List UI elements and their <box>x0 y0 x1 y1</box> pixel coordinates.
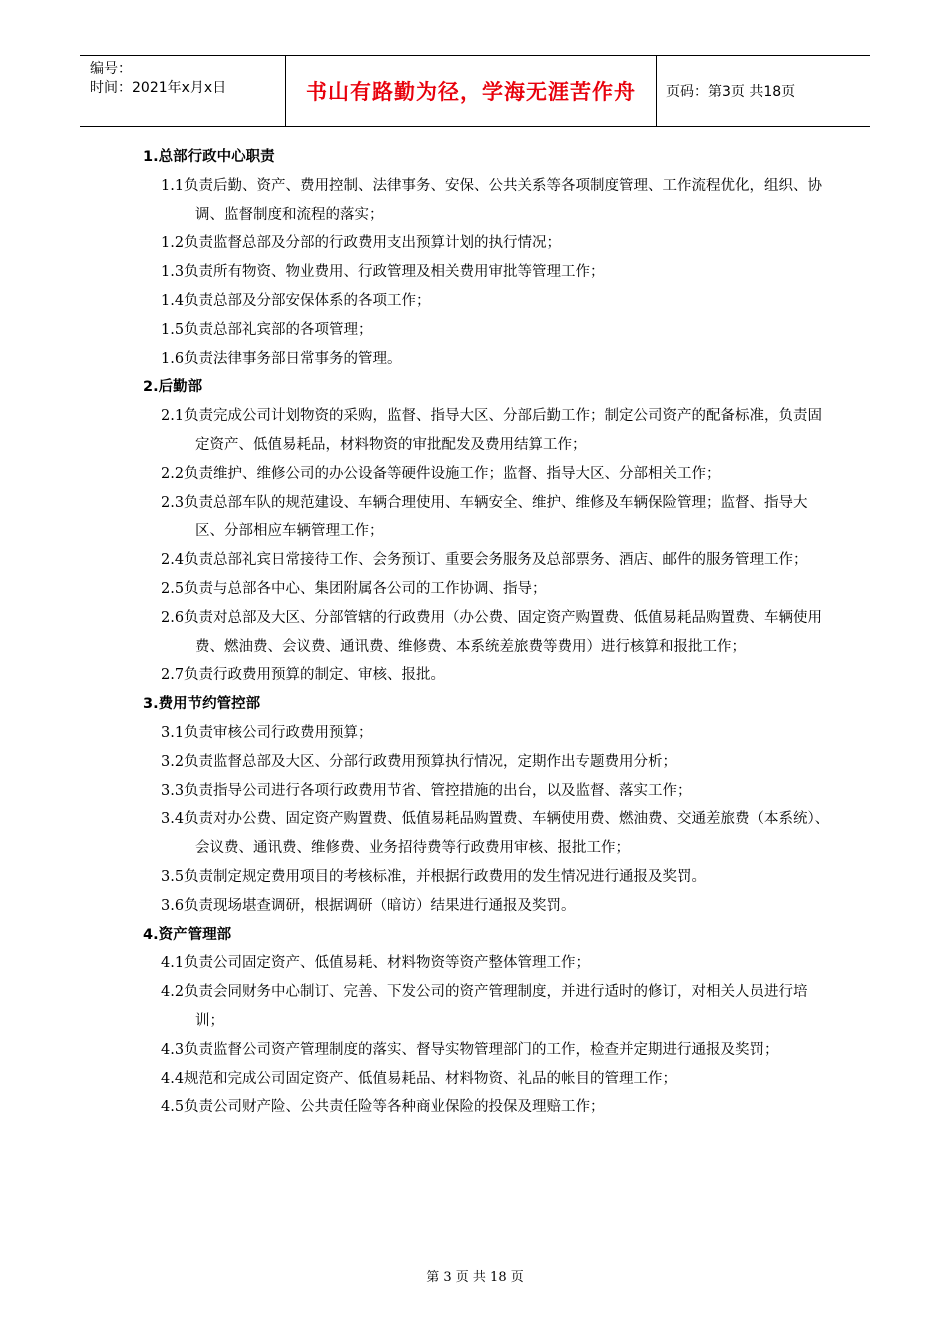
list-item: 3.5负责制定规定费用项目的考核标准，并根据行政费用的发生情况进行通报及奖罚。 <box>161 868 707 885</box>
list-item: 2.7负责行政费用预算的制定、审核、报批。 <box>161 667 446 684</box>
list-item: 1.5负责总部礼宾部的各项管理； <box>161 321 373 338</box>
list-item: 1.3负责所有物资、物业费用、行政管理及相关费用审批等管理工作； <box>161 264 605 281</box>
section-title: 2.后勤部 <box>143 379 203 396</box>
document-header <box>80 55 870 127</box>
list-item: 2.1负责完成公司计划物资的采购，监督、指导大区、分部后勤工作；制定公司资产的配备标准，负责固定资产、低值易耗品，材料物资的审批配发及费用结算工作； <box>161 408 823 453</box>
list-item: 1.4负责总部及分部安保体系的各项工作； <box>161 292 431 309</box>
list-item: 4.4规范和完成公司固定资产、低值易耗品、材料物资、礼品的帐目的管理工作； <box>161 1070 678 1087</box>
list-item: 2.3负责总部车队的规范建设、车辆合理使用、车辆安全、维护、维修及车辆保险管理；监督、指导大区、分部相应车辆管理工作； <box>161 494 808 540</box>
list-item: 1.2负责监督总部及分部的行政费用支出预算计划的执行情况； <box>161 235 562 252</box>
header-motto: 书山有路勤为径，学海无涯苦作舟 <box>285 56 657 126</box>
list-item: 4.5负责公司财产险、公共责任险等各种商业保险的投保及理赔工作； <box>161 1099 605 1116</box>
header-page-label: 页码：第3页 共18页 <box>666 84 796 100</box>
list-item: 4.3负责监督公司资产管理制度的落实、督导实物管理部门的工作，检查并定期进行通报及奖罚； <box>161 1041 779 1058</box>
document-body <box>143 143 833 1122</box>
list-item: 1.1负责后勤、资产、费用控制、法律事务、安保、公共关系等各项制度管理、工作流程优化，组织、协调、监督制度和流程的落实； <box>161 177 823 223</box>
list-item: 2.6负责对总部及大区、分部管辖的行政费用（办公费、固定资产购置费、低值易耗品购置费、车辆使用费、燃油费、会议费、通讯费、维修费、本系统差旅费等费用）进行核算和报批工作； <box>161 609 823 655</box>
header-info-cell <box>80 56 285 126</box>
list-item: 3.4负责对办公费、固定资产购置费、低值易耗品购置费、车辆使用费、燃油费、交通差旅费（本系统）、会议费、通讯费、维修费、业务招待费等行政费用审核、报批工作； <box>161 811 830 857</box>
list-item: 3.6负责现场堪查调研，根据调研（暗访）结果进行通报及奖罚。 <box>161 897 576 914</box>
list-item: 2.5负责与总部各中心、集团附属各公司的工作协调、指导； <box>161 580 547 597</box>
section-title: 1.总部行政中心职责 <box>143 149 275 165</box>
section-title: 3.费用节约管控部 <box>143 696 261 713</box>
number-label: 编号： <box>90 61 132 77</box>
list-item: 1.6负责法律事务部日常事务的管理。 <box>161 350 402 367</box>
list-item: 2.2负责维护、维修公司的办公设备等硬件设施工作；监督、指导大区、分部相关工作； <box>161 465 721 482</box>
list-item: 3.2负责监督总部及大区、分部行政费用预算执行情况，定期作出专题费用分析； <box>161 753 678 770</box>
list-item: 4.1负责公司固定资产、低值易耗、材料物资等资产整体管理工作； <box>161 955 591 972</box>
list-item: 3.3负责指导公司进行各项行政费用节省、管控措施的出台，以及监督、落实工作； <box>161 782 692 799</box>
page-footer: 第 3 页 共 18 页 <box>426 1270 524 1285</box>
date-label: 时间：2021年x月x日 <box>90 80 227 96</box>
list-item: 2.4负责总部礼宾日常接待工作、会务预订、重要会务服务及总部票务、酒店、邮件的服务管理工作； <box>161 552 808 569</box>
section-title: 4.资产管理部 <box>143 926 232 943</box>
list-item: 4.2负责会同财务中心制订、完善、下发公司的资产管理制度，并进行适时的修订，对相关人员进行培训； <box>161 984 808 1029</box>
list-item: 3.1负责审核公司行政费用预算； <box>161 724 373 741</box>
